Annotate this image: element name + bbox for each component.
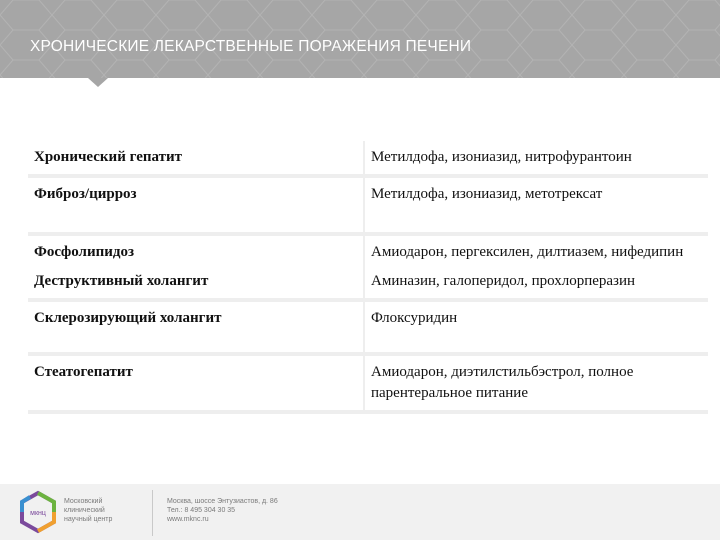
condition-cell: Хронический гепатит [28,141,365,174]
table-row [28,269,708,302]
contact-info [167,497,278,524]
drugs-cell: Флоксуридин [371,310,458,326]
condition-cell: Фиброз/цирроз [28,178,365,232]
table-row [28,356,708,414]
org-name-line: клинический [64,507,105,514]
slide-footer [0,484,720,540]
drugs-cell: Метилдофа, изониазид, метотрексат [371,186,603,202]
address-text: Москва, шоссе Энтузиастов, д. 86 [167,498,278,505]
logo-text: мкнц [30,510,46,517]
table-row [28,302,708,356]
slide-title: ХРОНИЧЕСКИЕ ЛЕКАРСТВЕННЫЕ ПОРАЖЕНИЯ ПЕЧЕНИ [30,38,472,55]
slide-header [0,0,720,78]
org-name-line: научный центр [64,516,113,523]
table-row [28,178,708,236]
website-link[interactable]: www.mknc.ru [167,516,209,523]
condition-cell: Фосфолипидоз [28,236,365,269]
condition-cell: Склерозирующий холангит [28,302,365,352]
drugs-cell: Амиодарон, диэтилстильбэстрол, полное парентеральное питание [371,364,634,401]
drugs-cell: Аминазин, галоперидол, прохлорперазин [371,273,636,289]
drug-table [28,141,708,414]
org-name-line: Московский [64,498,103,505]
footer-divider [152,490,153,536]
table-row [28,141,708,178]
condition-cell: Стеатогепатит [28,356,365,410]
phone-text: Тел.: 8 495 304 30 35 [167,507,236,514]
header-notch [88,78,108,87]
table-row [28,236,708,269]
mknc-logo-icon [16,490,60,534]
drugs-cell: Метилдофа, изониазид, нитрофурантоин [371,149,632,165]
condition-cell: Деструктивный холангит [28,269,365,298]
drugs-cell: Амиодарон, пергексилен, дилтиазем, нифедипин [371,244,684,260]
org-name [64,497,144,524]
